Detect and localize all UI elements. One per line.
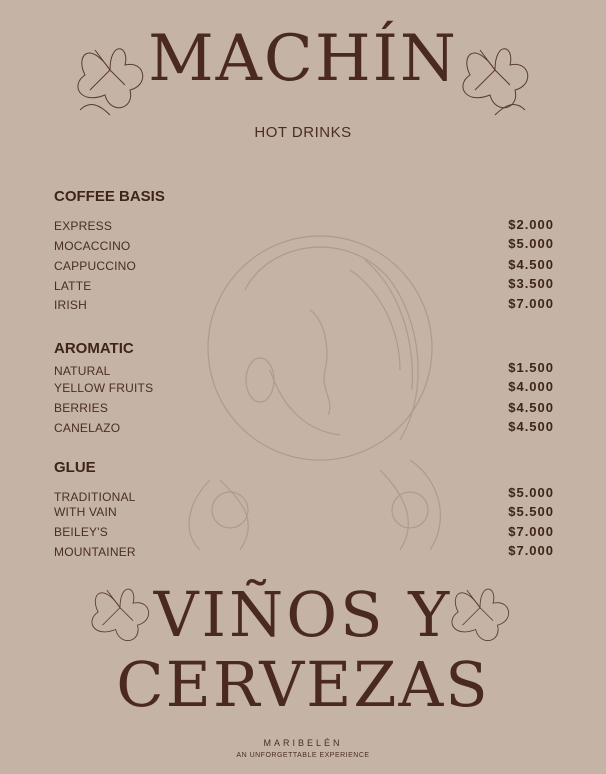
menu-item-price: $2.000: [508, 217, 554, 232]
section-title-coffee-basis: COFFEE BASIS: [54, 188, 165, 205]
menu-item-name: LATTE: [54, 279, 92, 293]
menu-item-price: $5.500: [508, 504, 554, 519]
bottom-title-line2: CERVEZAS: [116, 648, 490, 721]
footer-tagline: AN UNFORGETTABLE EXPERIENCE: [236, 752, 370, 759]
menu-item-price: $5.000: [508, 236, 554, 251]
menu-item-price: $4.000: [508, 379, 554, 394]
menu-item-name: MOUNTAINER: [54, 545, 136, 559]
page-title: MACHÍN: [148, 22, 458, 96]
section-title-glue: GLUE: [54, 459, 96, 476]
menu-item-name: NATURAL: [54, 364, 111, 378]
bottom-title-line1: VIÑOS Y: [153, 578, 453, 651]
menu-subtitle: HOT DRINKS: [254, 124, 352, 141]
menu-item-price: $7.000: [508, 524, 554, 539]
footer-brand: MARIBELÉN: [263, 738, 343, 748]
menu-item-price: $4.500: [508, 400, 554, 415]
menu-item-name: CANELAZO: [54, 421, 121, 435]
woman-portrait-illustration: [150, 230, 470, 565]
menu-item-name: BERRIES: [54, 401, 109, 415]
menu-item-name: MOCACCINO: [54, 239, 131, 253]
section-title-aromatic: AROMATIC: [54, 340, 134, 357]
menu-item-name: EXPRESS: [54, 219, 113, 233]
menu-item-name: IRISH: [54, 298, 88, 312]
menu-item-name: BEILEY'S: [54, 525, 108, 539]
menu-item-price: $5.000: [508, 485, 554, 500]
menu-item-price: $1.500: [508, 360, 554, 375]
menu-item-price: $7.000: [508, 296, 554, 311]
menu-item-name: CAPPUCCINO: [54, 259, 137, 273]
menu-item-name: YELLOW FRUITS: [54, 381, 154, 395]
menu-item-price: $4.500: [508, 419, 554, 434]
menu-item-price: $4.500: [508, 257, 554, 272]
menu-item-price: $7.000: [508, 543, 554, 558]
menu-item-name: WITH VAIN: [54, 505, 117, 519]
menu-item-name: TRADITIONAL: [54, 490, 136, 504]
menu-item-price: $3.500: [508, 276, 554, 291]
